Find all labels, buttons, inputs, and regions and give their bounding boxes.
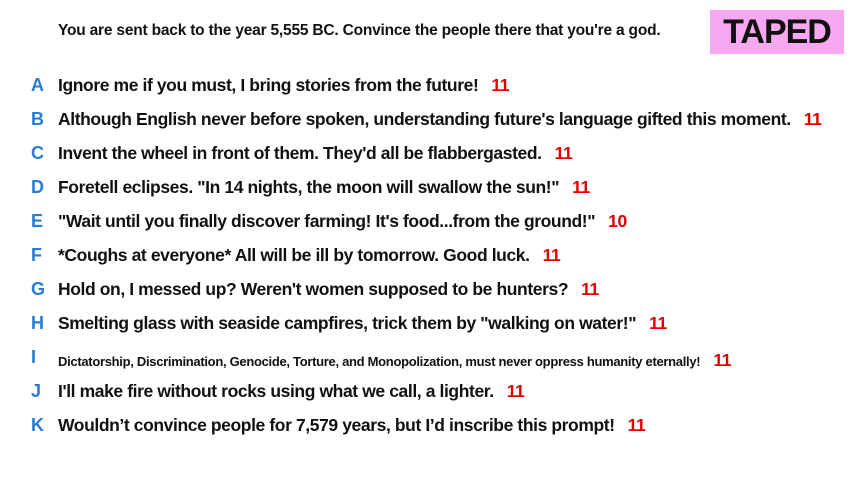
answer-line	[58, 211, 627, 232]
answer-list	[0, 70, 853, 444]
answer-row-a	[0, 70, 853, 104]
answer-line	[58, 279, 599, 300]
taped-badge: TAPED	[710, 10, 844, 54]
answer-letter: G	[31, 279, 46, 299]
answer-row-i	[0, 342, 853, 376]
answer-row-b	[0, 104, 853, 138]
answer-row-d	[0, 172, 853, 206]
answer-letter: D	[31, 177, 44, 197]
answer-score: 11	[649, 313, 667, 333]
prompt-text: You are sent back to the year 5,555 BC. Convince the people there that you're a god.	[58, 22, 661, 39]
answer-line	[58, 75, 509, 96]
answer-score: 11	[713, 350, 732, 370]
answer-score: 11	[554, 143, 573, 163]
answer-line	[58, 415, 645, 436]
answer-row-h	[0, 308, 853, 342]
answer-letter: J	[31, 381, 42, 401]
answer-row-g	[0, 274, 853, 308]
answer-letter: K	[31, 415, 44, 435]
answer-row-c	[0, 138, 853, 172]
answer-score: 11	[803, 109, 822, 129]
answer-letter: C	[31, 143, 44, 163]
answer-letter: I	[31, 347, 37, 367]
answer-score: 11	[627, 415, 646, 435]
answer-score: 11	[506, 381, 525, 401]
answer-text: I'll make fire without rocks using what we call, a lighter.	[58, 381, 494, 401]
answer-text: Although English never before spoken, understanding future's language gifted this moment.	[58, 109, 791, 129]
answer-row-k	[0, 410, 853, 444]
answer-score: 11	[572, 177, 590, 197]
answer-text: Wouldn’t convince people for 7,579 years, but I’d inscribe this prompt!	[58, 415, 615, 435]
answer-line	[58, 143, 572, 164]
answer-text: "Wait until you finally discover farming! It's food...from the ground!"	[58, 211, 596, 231]
answer-text: Foretell eclipses. "In 14 nights, the moon will swallow the sun!"	[58, 177, 560, 197]
answer-line	[58, 177, 590, 198]
answer-score: 11	[491, 75, 510, 95]
answer-line	[58, 245, 560, 266]
answer-letter: E	[31, 211, 44, 231]
answer-score: 10	[608, 211, 627, 231]
answer-letter: A	[31, 75, 44, 95]
answer-row-e	[0, 206, 853, 240]
answer-letter: F	[31, 245, 42, 265]
answer-text: Smelting glass with seaside campfires, trick them by "walking on water!"	[58, 313, 637, 333]
answer-letter: H	[31, 313, 44, 333]
answer-text: Invent the wheel in front of them. They'd all be flabbergasted.	[58, 143, 542, 163]
answer-line	[58, 381, 524, 402]
answer-text: Hold on, I messed up? Weren't women supposed to be hunters?	[58, 279, 569, 299]
answer-line	[58, 109, 822, 130]
answer-row-f	[0, 240, 853, 274]
answer-text: Ignore me if you must, I bring stories from the future!	[58, 75, 479, 95]
answer-row-j	[0, 376, 853, 410]
answer-line	[58, 350, 731, 371]
answer-text: *Coughs at everyone* All will be ill by tomorrow. Good luck.	[58, 245, 530, 265]
answer-score: 11	[581, 279, 599, 299]
answer-score: 11	[542, 245, 561, 265]
answer-text: Dictatorship, Discrimination, Genocide, Torture, and Monopolization, must never oppress humanity eternally!	[58, 354, 701, 369]
answer-letter: B	[31, 109, 44, 129]
answer-line	[58, 313, 667, 334]
